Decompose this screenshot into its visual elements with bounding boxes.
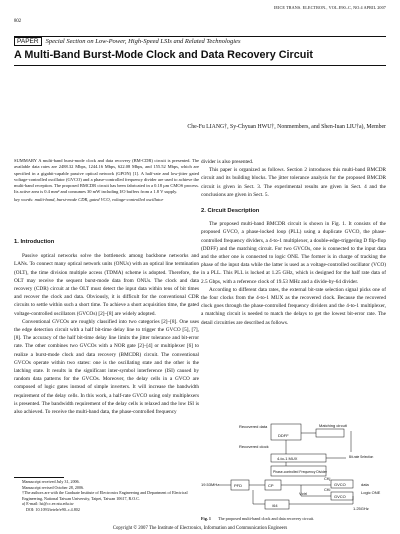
signal-wires	[219, 431, 353, 504]
special-section: Special Section on Low-Power, High-Speed LSIs and Related Technologies	[45, 38, 241, 45]
block-diagram-figure	[201, 422, 386, 514]
divide64-label: /64	[272, 503, 278, 508]
bitrate-label: Bit-rate Selection	[349, 455, 374, 459]
paper-label: PAPER	[14, 37, 42, 46]
figure-caption	[201, 516, 314, 521]
right-paragraph-2: This paper is organized as follows. Section 2 introduces this multi-band BMCDR circuit and its building blocks. The jitter tolerance analysis for the proposed BMCDR circuit is given in Sect. 3. The experimental results are given in Sect. 4 and the conclusions are given in Sect. 5.	[201, 167, 386, 198]
intro-paragraph-1: Passive optical networks solve the bottleneck among backbone networks and LANs. To connect many optical network units (ONUs) with an optical line termination (OLT), the time division multiple access (TDMA) scheme is adopted. Therefore, the OLT may receive the sequent burst-mode data from ONUs. The clock and data recovery (CDR) circuit at the OLT must detect the input data within tens of bit times and recover the clock and data. Obviously, it is difficult for the conventional CDR circuits to settle within such a short time. To achieve a short acquisition time, the gated voltage-controlled oscillators (GVCOs) [2]–[8] are widely adopted.	[14, 253, 199, 317]
section-heading-circuit: 2. Circuit Description	[201, 208, 260, 215]
architecture-paragraph-2: According to different data rates, the external bit-rate selection signal picks one of the four clocks from the 4-to-1 MUX as the recovered clock. Because the recovered clock goes through the phase-controlled frequency dividers and the 4-to-1 multiplexer, a matching circuit is needed to match the delays to get the lowest bit-error rate. The detail circuitries are described as follows.	[201, 286, 386, 326]
ddff-label: DDFF	[278, 433, 289, 438]
page-number: 802	[14, 19, 22, 24]
data-label: data	[361, 482, 369, 487]
caption-text: The proposed multi-band clock and data recovery circuit.	[218, 516, 315, 521]
abstract	[14, 158, 199, 203]
architecture-paragraph-1: The proposed multi-band BMCDR circuit is shown in Fig. 1. It consists of the proposed GVCO, a phase-locked loop (PLL) using a duplicate GVCO, the phase-controlled frequency dividers, a 4-to-1 multiplexer, a double-edge-triggering D flip-flop (DDFF) and the matching circuit. For two GVCOs, one is connected to the input data and the other one is connected to logic ONE. The former is in charge of tracking the phase of the input data while the latter is used as a voltage-controlled oscillator (VCO) in a PLL. This PLL is locked at 1.25 GHz, which is designed for the half rate data of 2.5 Gbps, with a reference clock of 19.53 MHz and a divide-by-64 divider.	[201, 221, 386, 285]
matching-label: Matching circuit	[319, 423, 347, 428]
affiliation-note: †The authors are with the Graduate Institute of Electronics Engineering and Department of Electrical Engineering, National Taiwan University, Taipei, Taiwan 10617, R.O.C.	[22, 490, 188, 501]
cki-label: CKi	[324, 487, 331, 492]
divider-label: Phase-controlled Frequency Divider	[273, 470, 327, 474]
vctrl-label: Vctrl	[299, 491, 307, 496]
gvco-label-bottom: GVCO	[334, 494, 346, 499]
keywords: key words: multi-band, burst-mode CDR, gated VCO, voltage-controlled oscillator	[14, 196, 164, 202]
paper-tag	[14, 38, 240, 45]
paper-title: A Multi-Band Burst-Mode Clock and Data Recovery Circuit	[14, 49, 313, 61]
frequency-label: 1.25GHz	[353, 506, 369, 511]
intro-paragraph-2: Conventional GVCOs are roughly classified into two categories [2]–[8]. One uses the edge detection circuit with a half bit-time delay line to trigger the GVCO [5], [7], [8]. The accuracy of the half bit-time delay line limits the jitter tolerance and bit-error rate. The other combines two GVCOs with a NOR gate [2]–[4] or multiplexer [6] to realize a burst-mode clock and data recovery (BMCDR) circuit. The conventional GVCOs operate within two states: one is the oscillating state and the other is the latching state. It results in the significant inter-symbol interference (ISI) caused by random data patterns for the GVCOs. Moreover, the delay cells in a GVCO are composed of logic gates instead of simple inverters. It will increase the bandwidth requirement of the delay cells. In this work, a half-rate GVCO using only multiplexers is presented. The bandwidth requirement of the delay cells is relaxed and the low ISI is also achieved. To receive the multi-band data, the phase-controlled frequency	[14, 318, 199, 416]
ckj-label: CKj	[324, 476, 331, 481]
doi-note: DOI: 10.1093/ietele/e90–c.4.802	[26, 506, 80, 512]
right-column	[201, 158, 386, 327]
matching-block	[316, 429, 344, 437]
introduction-section	[14, 238, 199, 416]
copyright: Copyright © 2007 The Institute of Electronics, Information and Communication Engineers	[112, 526, 288, 531]
author-list: Che-Fu LIANG†, Sy-Chyuan HWU†, Nonmembers, and Shen-Iuan LIU†a), Member	[187, 124, 386, 130]
journal-header: IEICE TRANS. ELECTRON., VOL.E90–C, NO.4 APRIL 2007	[273, 5, 386, 10]
cp-label: CP	[268, 483, 274, 488]
logic-one-label: Logic ONE	[361, 490, 381, 495]
summary-text: SUMMARY A multi-band burst-mode clock and data recovery (BM-CDR) circuit is presented. The available data rates are 2488.32 Mbps, 1244.16 Mbps, 622.08 Mbps, and 155.52 Mbps, which are specified in a gigabit-capable passive optical network (GPON) [1]. A half-rate and low-jitter gated voltage-controlled oscillator (GVCO) and a phase-controlled frequency divider are used to achieve the multi-band reception. The proposed BMCDR circuit has been fabricated in a 0.18 μm CMOS process. Its active area is 0.4 mm² and consumes 30 mW including I/O buffers from a 1.8 V supply.	[14, 158, 199, 195]
email-note: a) E-mail: lsi@cc.ee.ntu.edu.tw	[22, 501, 74, 507]
gvco-label-top: GVCO	[334, 482, 346, 487]
recovered-clock-label: Recovered clock	[239, 444, 269, 449]
revised-note: Manuscript revised October 28, 2006.	[22, 484, 85, 490]
right-paragraph-1: divider is also presented.	[201, 159, 254, 165]
received-note: Manuscript received July 31, 2006.	[22, 479, 80, 484]
mux-label: 4-to-1 MUX	[277, 456, 298, 461]
title-rule	[14, 65, 386, 66]
caption-label: Fig. 1	[201, 516, 212, 521]
section-heading-intro: 1. Introduction	[14, 239, 55, 245]
footnote-rule	[14, 477, 64, 478]
pfd-label: PFD	[234, 483, 242, 488]
footnotes	[14, 479, 199, 513]
reference-label: 19.53MHz	[201, 482, 220, 487]
recovered-data-label: Recovered data	[239, 424, 268, 429]
top-rule	[14, 36, 386, 37]
